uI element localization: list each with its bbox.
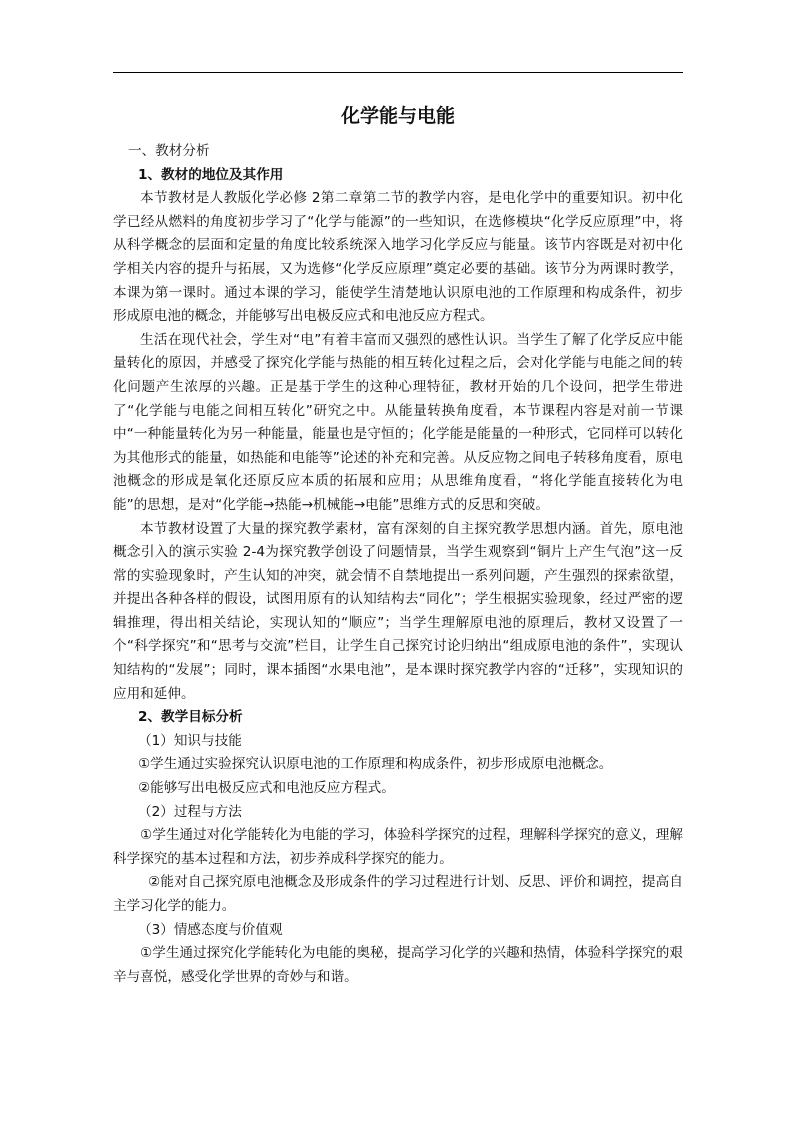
goal-heading-process: （2）过程与方法 (138, 803, 242, 820)
paragraph-2: 生活在现代社会，学生对“电”有着丰富而又强烈的感性认识。当学生了解了化学反应中能量转化的原因，并感受了探究化学能与热能的相互转化过程之后，会对化学能与电能之间的转化问题产生浓厚的兴趣。正是基于学生的这种心理特征，教材开始的几个设问，把学生带进了“化学能与电能之间相互转化”研究之中。从能量转换角度看，本节课程内容是对前一节课中“一种能量转化为另一种能量，能量也是守恒的；化学能是能量的一种形式，它同样可以转化为其他形式的能量，如热能和电能等”论述的补充和完善。从反应物之间电子转移角度看，原电池概念的形成是氧化还原反应本质的拓展和应用；从思维角度看，“将化学能直接转化为电能”的思想，是对“化学能→热能→机械能→电能”思维方式的反思和突破。 (113, 331, 683, 513)
subsection-heading-role: 1、教材的地位及其作用 (138, 166, 284, 183)
goal-item: ②能对自己探究原电池概念及形成条件的学习过程进行计划、反思、评价和调控，提高自主学习化学的能力。 (113, 874, 683, 914)
goal-heading-attitude: （3）情感态度与价值观 (138, 921, 283, 938)
paragraph-1: 本节教材是人教版化学必修 2第二章第二节的教学内容，是电化学中的重要知识。初中化学已经从燃料的角度初步学习了“化学与能源”的一些知识，在选修模块“化学反应原理”中，将从科学概念的层面和定量的角度比较系统深入地学习化学反应与能量。该节内容既是对初中化学相关内容的提升与拓展，又为选修“化学反应原理”奠定必要的基础。该节分为两课时教学，本课为第一课时。通过本课的学习，能使学生清楚地认识原电池的工作原理和构成条件，初步形成原电池的概念，并能够写出电极反应式和电池反应方程式。 (113, 190, 683, 325)
section-heading-textbook-analysis: 一、教材分析 (128, 143, 210, 159)
document-body (113, 102, 683, 989)
paragraph-3: 本节教材设置了大量的探究教学素材，富有深刻的自主探究教学思想内涵。首先，原电池概念引入的演示实验 2-4为探究教学创设了问题情景，当学生观察到“铜片上产生气泡”这一反常的实验现象时，产生认知的冲突，就会情不自禁地提出一系列问题，产生强烈的探索欲望，并提出各种各样的假设，试图用原有的认知结构去“同化”；学生根据实验现象，经过严密的逻辑推理，得出相关结论，实现认知的“顺应”；当学生理解原电池的原理后，教材又设置了一个“科学探究”和“思考与交流”栏目，让学生自己探究讨论归纳出“组成原电池的条件”，实现认知结构的“发展”；同时，课本插图“水果电池”，是本课时探究教学内容的“迁移”，实现知识的应用和延伸。 (113, 520, 683, 702)
goal-item: ①学生通过实验探究认识原电池的工作原理和构成条件，初步形成原电池概念。 (138, 756, 613, 773)
document-title: 化学能与电能 (340, 105, 455, 127)
goal-item: ①学生通过对化学能转化为电能的学习，体验科学探究的过程，理解科学探究的意义，理解科学探究的基本过程和方法，初步养成科学探究的能力。 (113, 827, 683, 867)
subsection-heading-goals: 2、教学目标分析 (138, 709, 243, 726)
goal-item: ①学生通过探究化学能转化为电能的奥秘，提高学习化学的兴趣和热情，体验科学探究的艰辛与喜悦，感受化学世界的奇妙与和谐。 (113, 945, 683, 985)
goal-item: ②能够写出电极反应式和电池反应方程式。 (138, 780, 395, 797)
goal-heading-knowledge: （1）知识与技能 (138, 732, 242, 749)
header-rule (113, 72, 683, 73)
